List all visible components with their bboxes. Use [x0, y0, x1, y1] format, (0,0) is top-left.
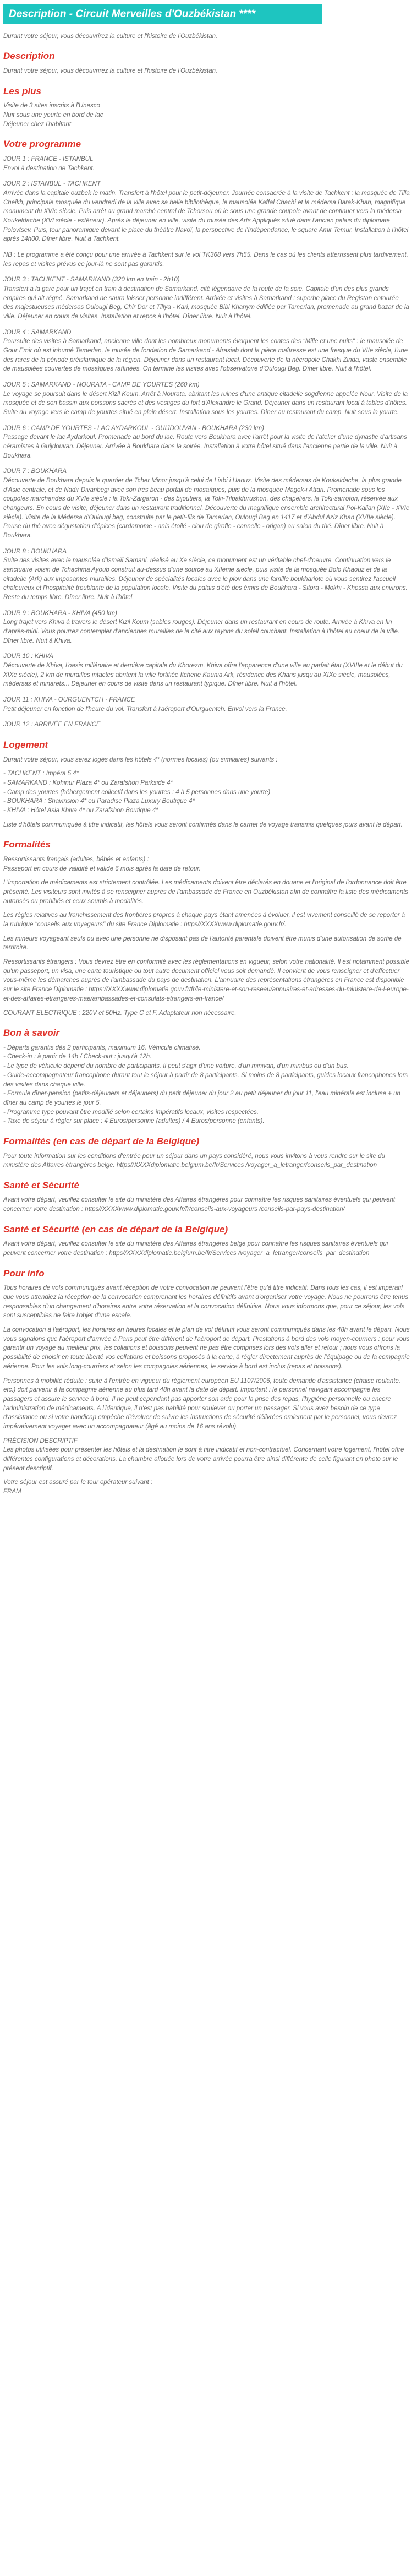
- plus-item: Déjeuner chez l'habitant: [3, 121, 72, 128]
- hotel-item: - TACHKENT : Impéra 5 4*: [3, 770, 79, 778]
- day-block: [3, 180, 410, 244]
- hotel-item: - Camp des yourtes (hébergement collectif dans les yourtes : 4 à 5 personnes dans une yourte): [3, 789, 271, 796]
- hotel-item: - BOUKHARA : Shavirision 4* ou Paradise Plaza Luxury Boutique 4*: [3, 798, 195, 805]
- sante-text: Avant votre départ, veuillez consulter le site du ministère des Affaires étrangères pour connaître les risques sanitaires éventuels qui peuvent concerner votre destination : https//XXXXwww.diplomatie.gouv.fr/fr/conseils-aux-voyageurs /conseils-par-pays-destination/: [3, 1197, 396, 1213]
- operator-name: FRAM: [3, 1488, 21, 1495]
- info-line: PRÉCISION DESCRIPTIF: [3, 1437, 78, 1444]
- day-heading: JOUR 8 : BOUKHARA: [3, 548, 67, 555]
- day-block: [3, 381, 410, 417]
- day-note: NB : Le programme a été conçu pour une arrivée à Tachkent sur le vol TK368 vers 7h55. Dans le cas où les clients atterrissent plus tardivement, les repas et visites prévus ce jour-là ne sont pas garantis.: [3, 251, 408, 268]
- description-text: Durant votre séjour, vous découvrirez la culture et l'histoire de l'Ouzbékistan.: [3, 67, 218, 74]
- programme-heading: Votre programme: [3, 139, 81, 150]
- plus-item: Nuit sous une yourte en bord de lac: [3, 111, 103, 118]
- day-body: Découverte de Khiva, l'oasis millénaire et dernière capitale du Khorezm. Khiva offre l'apparence d'une ville au parfait état (XVIIIe et le début du XIXe siècle), 2 km de murailles intactes abritent la ville fortifiée Itcherie Kaunia Ark, résidence des Khans jusqu'au XIXe siècle, mausolées, médersas et minarets... Déjeuner en cours de visite dans un restaurant typique. Dîner libre. Nuit à l'hôtel.: [3, 662, 403, 688]
- bon-item: - Guide-accompagnateur francophone durant tout le séjour à partir de 8 participants. Si moins de 8 participants, guides locaux francophones lors des visites dans chaque ville.: [3, 1072, 408, 1088]
- formalites-line: Ressortissants français (adultes, bébés et enfants) :: [3, 856, 149, 863]
- formalites-medicaments: L'importation de médicaments est strictement contrôlée. Les médicaments doivent être déclarés en douane et l'original de l'ordonnance doit être présenté. Les visiteurs sont invités à se renseigner auprès de l'ambassade de France en Ouzbékistan afin de connaître la liste des médicaments autorisés ou prohibés et ceux soumis à modalités.: [3, 879, 409, 905]
- hotel-list: [3, 769, 410, 815]
- day-heading: JOUR 12 : ARRIVÉE EN FRANCE: [3, 721, 101, 729]
- formalites-be-text: Pour toute information sur les conditions d'entrée pour un séjour dans un pays considéré, nous vous invitons à vous rendre sur le site du ministère des Affaires étrangères belge. https//XXXXdiplomatie.belgium.be/fr/Services /voyager_a_letranger/conseils_par_destination: [3, 1153, 385, 1169]
- day-block: [3, 424, 410, 461]
- day-heading: JOUR 4 : SAMARKAND: [3, 329, 72, 336]
- day-body: Suite des visites avec le mausolée d'Ismaïl Samani, réalisé au Xe siècle, ce monument est un véritable chef-d'oeuvre. Continuation vers le sanctuaire voisin de Tchachma Ayoub construit au-dessus d'une source au XIIème siècle, puis visite de la mosquée Bolo Khaouz et de la citadelle (Ark) aux imposantes murailles. Déjeuner de spécialités locales avec le plov dans une famille boukhariote où vous sentirez l'accueil chaleureux et l'hospitalité troublante de la population locale. Visite du palais d'été des émirs de Boukhara - Sitora - Mokhi - Khossa aux environs. Reste du temps libre. Dîner libre. Nuit à l'hôtel.: [3, 557, 408, 601]
- description-heading: Description: [3, 51, 55, 62]
- day-body: Petit déjeuner en fonction de l'heure du vol. Transfert à l'aéroport d'Ourguentch. Envol vers la France.: [3, 705, 287, 713]
- formalites-courant: COURANT ELECTRIQUE : 220V et 50Hz. Type C et F. Adaptateur non nécessaire.: [3, 1009, 237, 1017]
- hotel-item: - KHIVA : Hôtel Asia Khiva 4* ou Zarafshon Boutique 4*: [3, 807, 158, 814]
- day-block: [3, 652, 410, 689]
- day-heading: JOUR 3 : TACHKENT - SAMARKAND (320 km en train - 2h10): [3, 276, 180, 284]
- plus-item: Visite de 3 sites inscrits à l'Unesco: [3, 102, 100, 110]
- hotel-item: - SAMARKAND : Kohinur Plaza 4* ou Zarafshon Parkside 4*: [3, 780, 173, 787]
- logement-intro: Durant votre séjour, vous serez logés dans les hôtels 4* (normes locales) (ou similaires) suivants :: [3, 756, 278, 763]
- day-heading: JOUR 2 : ISTANBUL - TACHKENT: [3, 181, 101, 188]
- day-body: Envol à destination de Tachkent.: [3, 165, 95, 172]
- formalites-passport: [3, 855, 410, 873]
- plus-heading: Les plus: [3, 85, 41, 96]
- bon-item: - Programme type pouvant être modifié selon certains impératifs locaux, visites respectées.: [3, 1108, 259, 1116]
- day-heading: JOUR 10 : KHIVA: [3, 653, 53, 660]
- day-block: [3, 720, 410, 730]
- day-body: Passage devant le lac Aydarkoul. Promenade au bord du lac. Route vers Boukhara avec l'arrêt pour la visite de l'atelier d'une dynastie d'artisans céramistes à Guijdouvan. Déjeuner. Arrivée à Boukhara dans la soirée. Installation à votre hôtel situé dans l'ancienne partie de la ville. Nuit à Boukhara.: [3, 434, 407, 459]
- day-body: Le voyage se poursuit dans le désert Kizil Koum. Arrêt à Nourata, abritant les ruines d'une antique citadelle sogdienne appelée Nour. Visite de la mosquée et de son bassin aux poissons sacrés et des vestiges du fort d'Alexandre le Grand. Déjeuner dans un restaurant local à tables d'hôtes. Suite du voyage vers le camp de yourtes situé en plein désert. Installation sous les yourtes. Dîner au restaurant du camp. Nuit sous la yourte.: [3, 390, 408, 416]
- bon-item: - Formule dîner-pension (petits-déjeuners et déjeuners) du petit déjeuner du jour 2 au petit déjeuner du jour 11, l'eau minérale est incluse + un dîner au camp de yourtes le jour 5.: [3, 1090, 400, 1106]
- day-heading: JOUR 6 : CAMP DE YOURTES - LAC AYDARKOUL - GUIJDOUVAN - BOUKHARA (230 km): [3, 425, 264, 432]
- day-block: [3, 467, 410, 540]
- formalites-mineurs: Les mineurs voyageant seuls ou avec une personne ne disposant pas de l'autorité parentale doivent être munis d'une autorisation de sortie de territoire.: [3, 935, 402, 952]
- info-convocation: La convocation à l'aéroport, les horaires en heures locales et le plan de vol définitif vous seront communiqués dans les 48h avant le départ. Nous vous signalons que l'aéroport d'arrivée à Paris peut être différent de l'aéroport de départ. Prestations à bord des vols moyen-courriers : pour vous garantir un voyage au meilleur prix, les collations et boissons peuvent ne pas être comprises lors des vols aller et retour ; nous vous offrons la possibilité de choisir en toute liberté vos collations et boissons proposés à la carte, à régler directement auprès de l'équipage ou de la compagnie aérienne. Pour les vols long-courriers et selon les compagnies aériennes, le service à bord est inclus (repas et boissons).: [3, 1327, 410, 1370]
- info-precision: [3, 1437, 410, 1474]
- bon-item: - Le type de véhicule dépend du nombre de participants. Il peut s'agir d'une voiture, d'un minivan, d'un minibus ou d'un bus.: [3, 1063, 349, 1070]
- day-block: [3, 547, 410, 602]
- day-body: Poursuite des visites à Samarkand, ancienne ville dont les nombreux monuments évoquent les contes des "Mille et une nuits" : le mausolée de Gour Emir où est inhumé Tamerlan, le musée de fondation de Samarkand - Afrasiab dont la pièce maîtresse est une fresque du VIIe siècle, l'une des rares de la période préislamique de la région. Déjeuner dans un restaurant local. Découverte de la nécropole Chakhi Zinda, vaste ensemble de mausolées couvertes de mosaïques raffinées. On termine les visites avec l'observatoire d'Oulougi Beg. Dîner libre. Nuit à l'hôtel.: [3, 338, 408, 373]
- formalites-etrangers: Ressortissants étrangers : Vous devrez être en conformité avec les réglementations en vigueur, selon votre nationalité. Il est notamment possible qu'un passeport, un visa, une carte touristique ou tout autre document officiel vous soit demandé. Il convient de vous renseigner et d'effectuer vous-même les démarches auprès de l'ambassade du pays de destination. L'annuaire des représentations étrangères en France est disponible sur le site France Diplomatie : https://XXXXwww.diplomatie.gouv.fr/fr/le-ministere-et-son-reseau/annuaires-et-adresses-du-ministere-de-l-europe-et-des-affaires-etrangeres-mae/ambassades-et-consulats-etrangers-en-france/: [3, 959, 409, 1002]
- bon-item: - Check-in : à partir de 14h / Check-out : jusqu'à 12h.: [3, 1053, 152, 1061]
- bon-item: - Départs garantis dès 2 participants, maximum 16. Véhicule climatisé.: [3, 1044, 201, 1051]
- day-heading: JOUR 11 : KHIVA - OURGUENTCH - FRANCE: [3, 697, 135, 704]
- day-block: [3, 155, 410, 173]
- formalites-line: Passeport en cours de validité et valide 6 mois après la date de retour.: [3, 865, 201, 872]
- day-block: [3, 275, 410, 321]
- day-block: [3, 695, 410, 714]
- bon-heading: Bon à savoir: [3, 1028, 60, 1039]
- formalites-heading: Formalités: [3, 839, 51, 850]
- sante-be-heading: Santé et Sécurité (en cas de départ de la Belgique): [3, 1224, 228, 1235]
- info-line: Les photos utilisées pour présenter les hôtels et la destination le sont à titre indicatif et non-contractuel. Concernant votre logement, l'hôtel offre différentes configurations et décorations. La chambre allouée lors de votre arrivée pourra être ainsi différente de celle figurant en photo sur le présent descriptif.: [3, 1447, 404, 1472]
- day-body: Transfert à la gare pour un trajet en train à destination de Samarkand, cité légendaire de la route de la soie. Capitale d'un des plus grands empires qui ait régné, Samarkand ne saura laisser personne indifférent. Arrivée et visites à Samarkand : superbe place du Registan entourée des majestueuses médersas Oulougi Beg, Chir Dor et Tillya - Kari, mosquée Bibi Khanym édifiée par Tamerlan, promenade au grand bazar de la ville. Déjeuner en cours de visites. Installation et repos à l'hôtel. Dîner libre. Nuit à l'hôtel.: [3, 285, 409, 320]
- day-heading: JOUR 7 : BOUKHARA: [3, 468, 67, 475]
- sante-heading: Santé et Sécurité: [3, 1180, 79, 1191]
- bon-item: - Taxe de séjour à régler sur place : 4 Euros/personne (adultes) / 4 Euros/personne (enfants).: [3, 1118, 265, 1125]
- day-heading: JOUR 9 : BOUKHARA - KHIVA (450 km): [3, 610, 117, 617]
- day-block: [3, 609, 410, 646]
- day-note-block: [3, 251, 410, 269]
- logement-note: Liste d'hôtels communiquée à titre indicatif, les hôtels vous seront confirmés dans le carnet de voyage transmis quelques jours avant le départ.: [3, 821, 403, 828]
- bon-list: [3, 1044, 410, 1126]
- info-mobilite: Personnes à mobilité réduite : suite à l'entrée en vigueur du règlement européen EU 1107/2006, toute demande d'assistance (chaise roulante, etc.) doit parvenir à la compagnie aérienne au plus tard 48h avant la date de départ. Important : le personnel navigant accompagne les passagers et assure le service à bord. Il ne peut cependant pas apporter son aide pour la prise des repas, l'hygiène personnelle ou encore l'administration de médicaments. A l'identique, il n'est pas habilité pour soulever ou porter un passager. Si vous avez besoin de ce type d'assistance ou si votre handicap empêche d'évoluer de suivre les instructions de sécurité délivrées oralement par le personnel, vous devrez impérativement voyager avec un accompagnateur (âgé au moins de 16 ans révolu).: [3, 1377, 401, 1430]
- page-title-banner: Description - Circuit Merveilles d'Ouzbékistan ****: [3, 4, 322, 24]
- intro-text: Durant votre séjour, vous découvrirez la culture et l'histoire de l'Ouzbékistan.: [3, 32, 218, 40]
- plus-list: [3, 101, 410, 129]
- info-operateur: [3, 1478, 410, 1496]
- formalites-be-heading: Formalités (en cas de départ de la Belgique): [3, 1135, 200, 1146]
- info-line: Votre séjour est assuré par le tour opérateur suivant :: [3, 1479, 153, 1486]
- info-vols: Tous horaires de vols communiqués avant réception de votre convocation ne peuvent l'être qu'à titre indicatif. Dans tous les cas, il est impératif que vous attendiez la réception de la convocation comprenant les horaires définitifs avant d'organiser votre voyage. Nous ne pourrons être tenus responsables d'un changement d'horaires entre votre réservation et la convocation définitive. Nous vous informons que, pour ce séjour, les vols sont susceptibles de faire l'objet d'une escale.: [3, 1285, 409, 1319]
- formalites-frontieres: Les règles relatives au franchissement des frontières propres à chaque pays étant amenées à évoluer, il est vivement conseillé de se reporter à la rubrique "conseils aux voyageurs" du site France Diplomatie : https//XXXXwww.diplomatie.gouv.fr/.: [3, 912, 405, 928]
- day-body: Arrivée dans la capitale ouzbek le matin. Transfert à l'hôtel pour le petit-déjeuner. Journée consacrée à la visite de Tachkent : la mosquée de Tilla Cheikh, principale mosquée du vendredi de la ville avec sa belle bibliothèque, le mausolée Kaffal Chachi et la médersa Barak-Khan, magnifique monument du XVIe siècle. Puis arrêt au grand marché central de Tchorsou où le sous une grande coupole avant de continuer vers la médersa Koukeldache (XVI siècle - extérieur). Après le déjeuner en ville, visite du musée des Arts Appliqués situé dans l'ancien palais du diplomate Polovtsev. Puis, tour panoramique devant le place du théâtre Navoï, la perspective de l'Indépendance, le square Amir Temur. Installation à l'hôtel après 14h00. Dîner libre. Nuit à Tachkent.: [3, 189, 410, 243]
- sante-be-text: Avant votre départ, veuillez consulter le site du ministère des Affaires étrangères belge pour connaître les risques sanitaires éventuels qui peuvent concerner votre destination : https//XXXXdiplomatie.belgium.be/fr/Services /voyager_a_letranger/conseils_par_destination: [3, 1241, 388, 1257]
- day-block: [3, 328, 410, 374]
- day-body: Découverte de Boukhara depuis le quartier de Tcher Minor jusqu'à celui de Liabi i Haouz. Visite des médersas de Koukeldache, la plus grande d'Asie centrale, et de Nadir Divanbegi avec son très beau portail de mosaïques, puis de la mosquée Magok-i Attari. Promenade sous les coupoles marchandes du XVIe siècle : la Toki-Zargaron - des bijoutiers, la Toki-Tilpakfurushon, des chapeliers, la Toki-sarrofon, réservée aux changeurs. En cours de visite, déjeuner dans un restaurant traditionnel. Découverte du magnifique ensemble architectural Poi-Kalian (XIIe - XVIe siècle). Visite de la Médersa d'Oulougi beg, construite par le petit-fils de Tamerlan, Oulougi Beg en 1417 et d'Abdul Aziz Khan (XVIIe siècle). Pause du thé avec dégustation d'épices (cardamome - anis étoilé - clou de girofle - cannelle - origan) au salon du thé. Dîner libre. Nuit à Boukhara.: [3, 477, 410, 540]
- info-heading: Pour info: [3, 1268, 45, 1279]
- day-body: Long trajet vers Khiva à travers le désert Kizil Koum (sables rouges). Déjeuner dans un restaurant en cours de route. Arrivée à Khiva en fin d'après-midi. Vous pourrez contempler d'anciennes murailles de la cité aux rayons du soleil couchant. Installation à l'hôtel au coeur de la ville. Dîner libre. Nuit à Khiva.: [3, 619, 400, 644]
- day-heading: JOUR 5 : SAMARKAND - NOURATA - CAMP DE YOURTES (260 km): [3, 381, 200, 388]
- day-heading: JOUR 1 : FRANCE - ISTANBUL: [3, 155, 94, 162]
- logement-heading: Logement: [3, 740, 48, 751]
